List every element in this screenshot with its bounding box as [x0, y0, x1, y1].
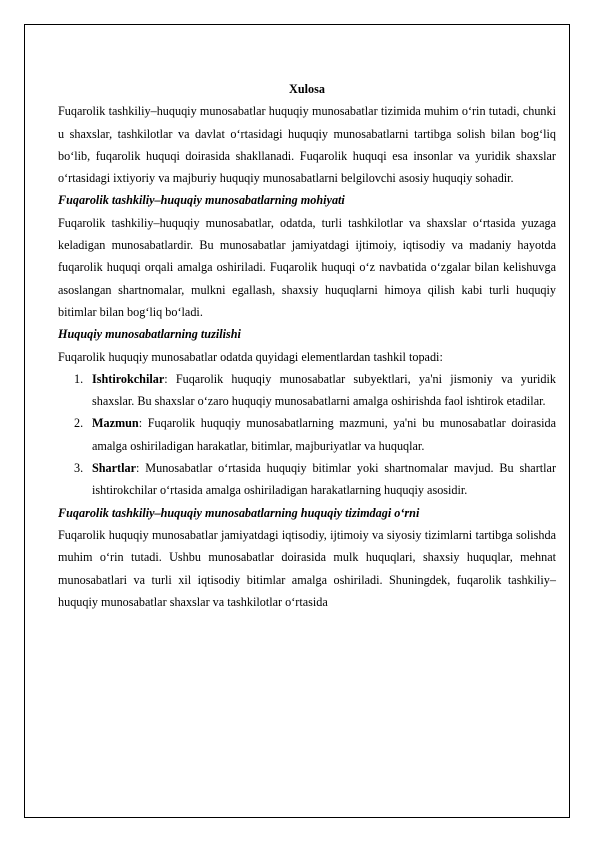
document-body	[58, 78, 556, 613]
section-heading-structure: Huquqiy munosabatlarning tuzilishi	[58, 327, 241, 342]
list-number: 1.	[74, 371, 84, 386]
list-text: : Fuqarolik huquqiy munosabatlar subyektlari, ya'ni jismoniy va yuridik shaxslar. Bu shaxslar o‘zaro huquqiy munosabatlarni amalga oshirishda faol ishtirok etadilar.	[92, 371, 556, 409]
list-item	[58, 368, 556, 413]
section-heading-role: Fuqarolik tashkiliy–huquqiy munosabatlarning huquqiy tizimdagi o‘rni	[58, 505, 420, 520]
intro-paragraph: Fuqarolik tashkiliy–huquqiy munosabatlar huquqiy munosabatlar tizimida muhim o‘rin tutadi, chunki u shaxslar, tashkilotlar va davlat o‘rtasidagi huquqiy munosabatlarni tartibga solish bilan bog‘liq bo‘lib, fuqarolik huquqi doirasida shakllanadi. Fuqarolik huquqi esa insonlar va yuridik shaxslar o‘rtasidagi ixtiyoriy va majburiy huquqiy munosabatlarni belgilovchi asosiy huquqiy sohadir.	[58, 104, 556, 186]
list-number: 2.	[74, 416, 84, 431]
section-intro-structure: Fuqarolik huquqiy munosabatlar odatda quyidagi elementlardan tashkil topadi:	[58, 349, 443, 364]
section-paragraph-essence: Fuqarolik tashkiliy–huquqiy munosabatlar, odatda, turli tashkilotlar va shaxslar o‘rtasida yuzaga keladigan munosabatlardir. Bu munosabatlar jamiyatdagi ijtimoiy, iqtisodiy va madaniy hayotda fuqarolik huquqi orqali amalga oshiriladi. Fuqarolik huquqi o‘z navbatida o‘zgalar bilan kelishuvga asoslangan shartnomalar, mulkni egallash, shaxsiy huquqlarni himoya qilish kabi turli huquqiy bitimlar bilan bog‘liq bo‘ladi.	[58, 215, 556, 319]
list-number: 3.	[74, 461, 84, 476]
list-text: : Fuqarolik huquqiy munosabatlarning mazmuni, ya'ni bu munosabatlar doirasida amalga oshiriladigan harakatlar, bitimlar, majburiyatlar va huquqlar.	[92, 416, 556, 453]
document-title: Xulosa	[289, 82, 325, 96]
list-item	[58, 412, 556, 457]
list-item	[58, 457, 556, 502]
list-term: Mazmun	[92, 416, 139, 431]
list-term: Shartlar	[92, 461, 137, 476]
structure-list	[58, 368, 556, 502]
section-paragraph-role: Fuqarolik huquqiy munosabatlar jamiyatdagi iqtisodiy, ijtimoiy va siyosiy tizimlarni tartibga solishda muhim o‘rin tutadi. Ushbu munosabatlar doirasida mulk huquqlari, shaxsiy huquqlar, mehnat munosabatlari va turli xil iqtisodiy bitimlar amalga oshiriladi. Shuningdek, fuqarolik tashkiliy–huquqiy munosabatlar shaxslar va tashkilotlar o‘rtasida	[58, 527, 556, 609]
list-term: Ishtirokchilar	[92, 371, 165, 386]
section-heading-essence: Fuqarolik tashkiliy–huquqiy munosabatlarning mohiyati	[58, 193, 345, 208]
list-text: : Munosabatlar o‘rtasida huquqiy bitimlar yoki shartnomalar mavjud. Bu shartlar ishtirokchilar o‘rtasida amalga oshiriladigan harakatlarning huquqiy asosidir.	[92, 461, 556, 498]
